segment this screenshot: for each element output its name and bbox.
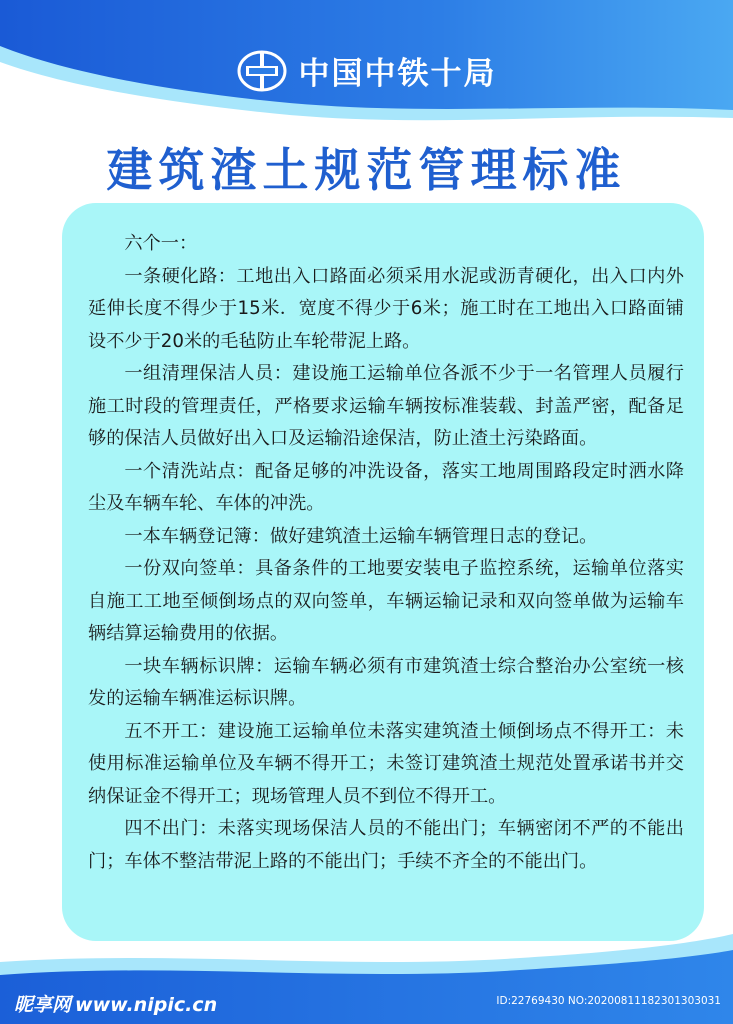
paragraph-two-way-receipt: 一份双向签单：具备条件的工地要安装电子监控系统，运输单位落实自施工工地至倾倒场点的双向签单，车辆运输记录和双向签单做为运输车辆结算运输费用的依据。 [88, 558, 684, 644]
image-id-text: ID:22769430 NO:20200811182301303031 [496, 995, 721, 1007]
paragraph-vehicle-register: 一本车辆登记簿：做好建筑渣土运输车辆管理日志的登记。 [124, 525, 598, 547]
paragraph-intro: 六个一： [124, 233, 198, 254]
paragraph-washing-station: 一个清洗站点：配备足够的冲洗设备，落实工地周围路段定时洒水降尘及车辆车轮、车体的冲洗。 [88, 460, 684, 514]
watermark-brand [14, 990, 217, 1017]
watermark-site: www.nipic.cn [75, 994, 218, 1016]
header-brand [0, 48, 733, 93]
paragraph-hardened-road: 一条硬化路：工地出入口路面必须采用水泥或沥青硬化，出入口内外延伸长度不得少于15米．宽度不得少于6米；施工时在工地出入口路面铺设不少于20米的毛毡防止车轮带泥上路。 [88, 265, 684, 352]
paragraph-vehicle-sign: 一块车辆标识牌：运输车辆必须有市建筑渣士综合整治办公室统一核发的运输车辆准运标识牌。 [88, 655, 684, 709]
paragraph-four-no-exit: 四不出门：未落实现场保洁人员的不能出门；车辆密闭不严的不能出门；车体不整洁带泥上路的不能出门；手续不齐全的不能出门。 [88, 818, 684, 872]
page-title: 建筑渣土规范管理标准 [106, 143, 627, 197]
paragraph-cleaning-staff: 一组清理保洁人员：建设施工运输单位各派不少于一名管理人员履行施工时段的管理责任，严格要求运输车辆按标准装载、封盖严密，配备足够的保洁人员做好出入口及运输沿途保洁，防止渣土污染路面。 [88, 363, 684, 449]
content-body [88, 228, 684, 878]
org-name: 中国中铁十局 [298, 56, 497, 92]
crec-logo-icon [237, 50, 287, 92]
paragraph-five-no-start: 五不开工：建设施工运输单位未落实建筑渣土倾倒场点不得开工：未使用标准运输单位及车辆不得开工；未签订建筑渣土规范处置承诺书并交纳保证金不得开工；现场管理人员不到位不得开工。 [88, 720, 684, 807]
watermark-brand-name: 昵享网 [14, 994, 72, 1016]
